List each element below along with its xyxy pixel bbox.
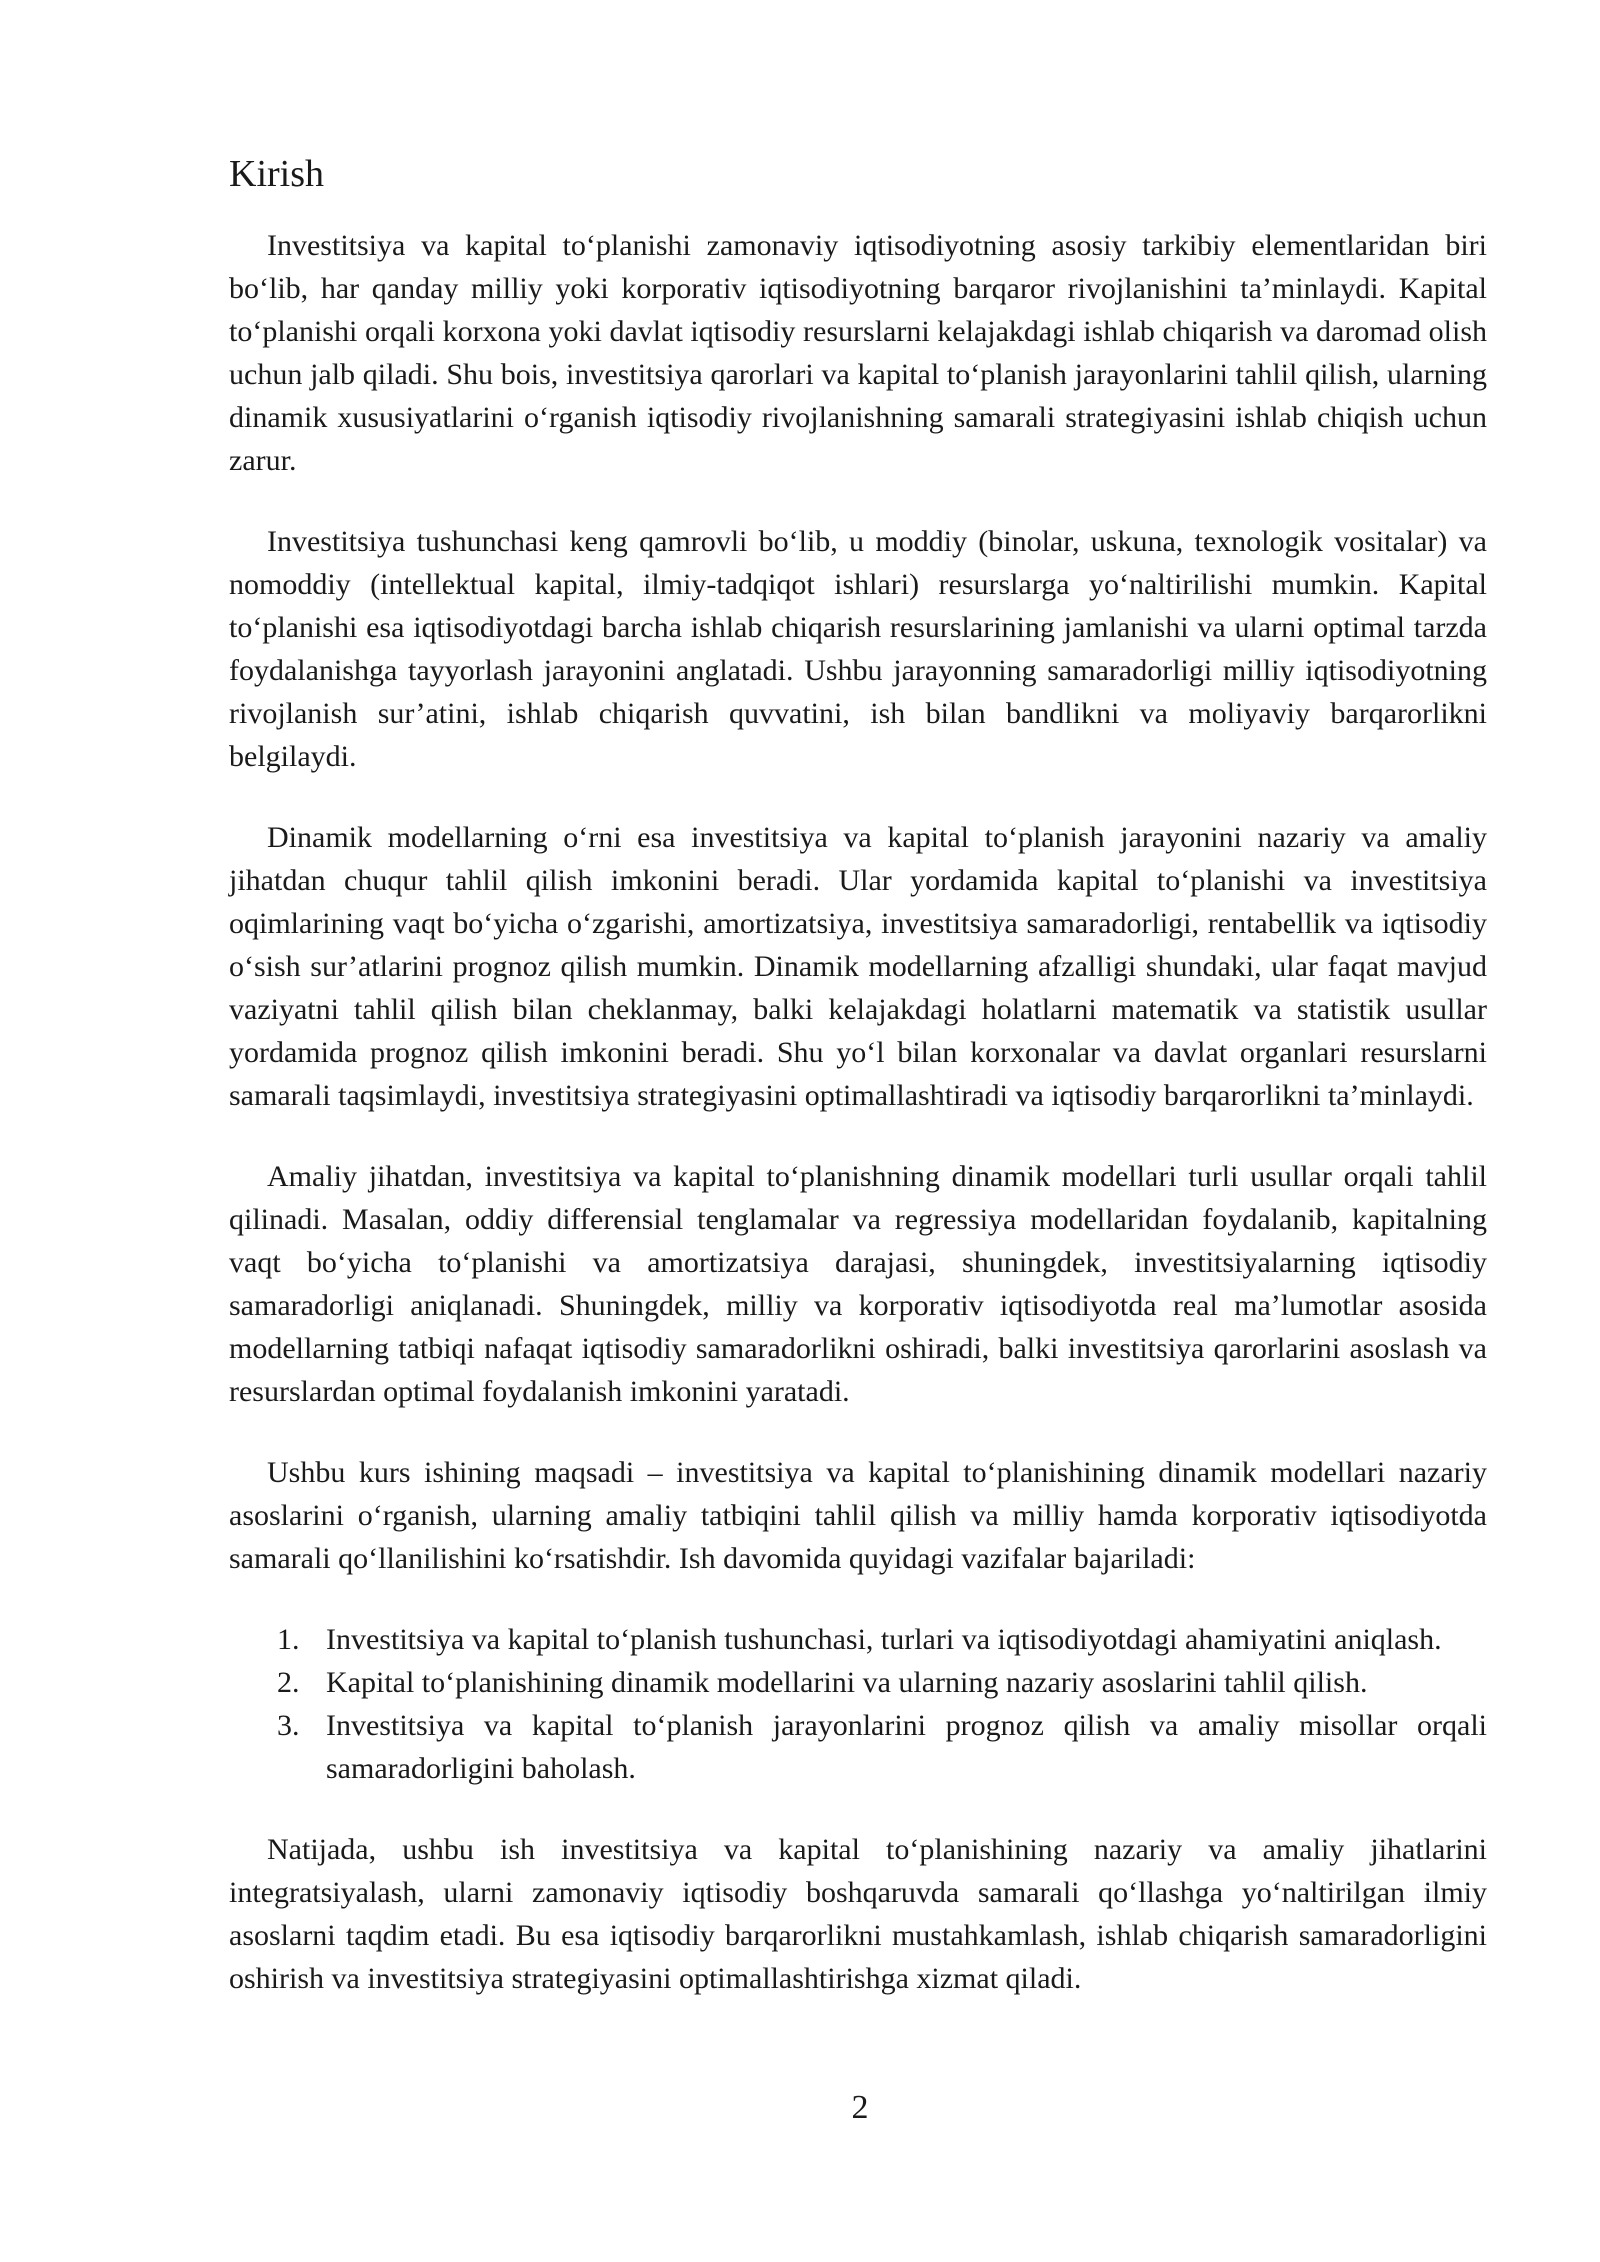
list-item: [229, 1618, 1487, 1661]
list-item-number: 1.: [277, 1623, 300, 1656]
task-list: [229, 1618, 1487, 1790]
intro-paragraph-1: Investitsiya va kapital to‘planishi zamonaviy iqtisodiyotning asosiy tarkibiy elementlaridan biri bo‘lib, har qanday milliy yoki korporativ iqtisodiyotning barqaror rivojlanishini ta’minlaydi. Kapital to‘planishi orqali korxona yoki davlat iqtisodiy resurslarni kelajakdagi ishlab chiqarish va daromad olish uchun jalb qiladi. Shu bois, investitsiya qarorlari va kapital to‘planish jarayonlarini tahlil qilish, ularning dinamik xususiyatlarini o‘rganish iqtisodiy rivojlanishning samarali strategiyasini ishlab chiqish uchun zarur.: [229, 229, 1487, 477]
list-item-number: 2.: [277, 1666, 300, 1699]
intro-paragraph-3: Dinamik modellarning o‘rni esa investitsiya va kapital to‘planish jarayonini nazariy va amaliy jihatdan chuqur tahlil qilish imkonini beradi. Ular yordamida kapital to‘planishi va investitsiya oqimlarining vaqt bo‘yicha o‘zgarishi, amortizatsiya, investitsiya samaradorligi, rentabellik va iqtisodiy o‘sish sur’atlarini prognoz qilish mumkin. Dinamik modellarning afzalligi shundaki, ular faqat mavjud vaziyatni tahlil qilish bilan cheklanmay, balki kelajakdagi holatlarni matematik va statistik usullar yordamida prognoz qilish imkonini beradi. Shu yo‘l bilan korxonalar va davlat organlari resurslarni samarali taqsimlaydi, investitsiya strategiyasini optimallashtiradi va iqtisodiy barqarorlikni ta’minlaydi.: [229, 821, 1487, 1112]
intro-paragraph-5: Ushbu kurs ishining maqsadi – investitsiya va kapital to‘planishining dinamik modellari nazariy asoslarini o‘rganish, ularning amaliy tatbiqini tahlil qilish va milliy hamda korporativ iqtisodiyotda samarali qo‘llanilishini ko‘rsatishdir. Ish davomida quyidagi vazifalar bajariladi:: [229, 1456, 1487, 1575]
intro-paragraph-2: Investitsiya tushunchasi keng qamrovli bo‘lib, u moddiy (binolar, uskuna, texnologik vositalar) va nomoddiy (intellektual kapital, ilmiy-tadqiqot ishlari) resurslarga yo‘naltirilishi mumkin. Kapital to‘planishi esa iqtisodiyotdagi barcha ishlab chiqarish resurslarining jamlanishi va ularni optimal tarzda foydalanishga tayyorlash jarayonini anglatadi. Ushbu jarayonning samaradorligi milliy iqtisodiyotning rivojlanish sur’atini, ishlab chiqarish quvvatini, ish bilan bandlikni va moliyaviy barqarorlikni belgilaydi.: [229, 525, 1487, 773]
page-number: 2: [851, 2089, 869, 2126]
conclusion-paragraph: Natijada, ushbu ish investitsiya va kapital to‘planishining nazariy va amaliy jihatlarini integratsiyalash, ularni zamonaviy iqtisodiy boshqaruvda samarali qo‘llashga yo‘naltirilgan ilmiy asoslarni taqdim etadi. Bu esa iqtisodiy barqarorlikni mustahkamlash, ishlab chiqarish samaradorligini oshirish va investitsiya strategiyasini optimallashtirishga xizmat qiladi.: [229, 1833, 1487, 1995]
list-item: [229, 1661, 1487, 1704]
list-item: [229, 1704, 1487, 1790]
intro-paragraph-4: Amaliy jihatdan, investitsiya va kapital to‘planishning dinamik modellari turli usullar orqali tahlil qilinadi. Masalan, oddiy differensial tenglamalar va regressiya modellaridan foydalanib, kapitalning vaqt bo‘yicha to‘planishi va amortizatsiya darajasi, shuningdek, investitsiyalarning iqtisodiy samaradorligi aniqlanadi. Shuningdek, milliy va korporativ iqtisodiyotda real ma’lumotlar asosida modellarning tatbiqi nafaqat iqtisodiy samaradorlikni oshiradi, balki investitsiya qarorlarini asoslash va resurslardan optimal foydalanish imkonini yaratadi.: [229, 1160, 1487, 1408]
page-content: [229, 148, 1487, 2038]
list-item-text: Kapital to‘planishining dinamik modellarini va ularning nazariy asoslarini tahlil qilish.: [326, 1666, 1368, 1699]
list-item-text: Investitsiya va kapital to‘planish jarayonlarini prognoz qilish va amaliy misollar orqali samaradorligini baholash.: [326, 1709, 1487, 1785]
list-item-number: 3.: [277, 1709, 300, 1742]
section-heading: Kirish: [229, 153, 324, 195]
list-item-text: Investitsiya va kapital to‘planish tushunchasi, turlari va iqtisodiyotdagi ahamiyatini aniqlash.: [326, 1623, 1442, 1656]
